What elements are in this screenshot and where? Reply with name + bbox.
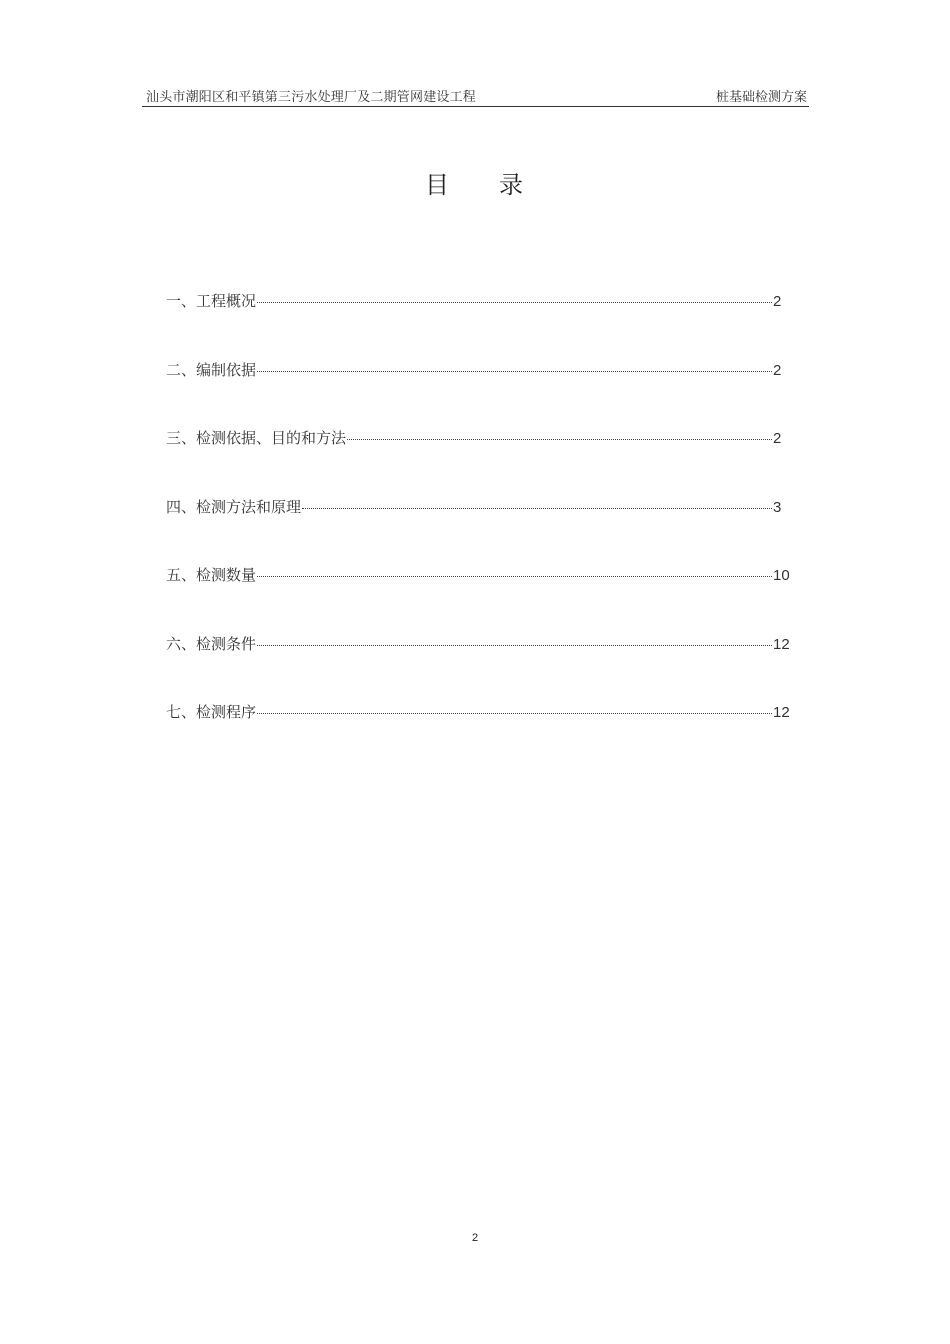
toc-entry-label: 七、检测程序 [166,703,257,721]
toc-entry-label: 四、检测方法和原理 [166,497,302,516]
toc-entry[interactable] [166,701,793,770]
toc-entry[interactable] [166,290,793,359]
toc-entry-page: 10 [773,567,790,584]
toc-dot-leader [257,371,772,372]
toc-entry[interactable] [166,359,793,428]
toc-heading [0,165,950,200]
toc-entry-page: 2 [773,293,782,310]
toc-dot-leader [257,302,772,303]
toc-entry-page: 3 [773,498,782,516]
toc-entry[interactable] [166,496,793,565]
toc-entry-label: 二、编制依据 [166,360,257,379]
toc-dot-leader [257,576,772,577]
header-document-title: 桩基础检测方案 [715,90,807,105]
table-of-contents [166,290,793,770]
toc-dot-leader [347,439,772,440]
toc-dot-leader [257,713,772,714]
page-number: 2 [471,1232,479,1244]
toc-entry-label: 三、检测依据、目的和方法 [166,429,347,447]
toc-entry[interactable] [166,427,793,496]
toc-entry-label: 一、工程概况 [166,292,257,310]
toc-entry-page: 2 [773,361,782,379]
toc-dot-leader [257,645,772,646]
header-project-title: 汕头市潮阳区和平镇第三污水处理厂及二期管网建设工程 [146,90,477,105]
toc-entry-page: 12 [773,704,790,721]
toc-dot-leader [302,508,772,509]
toc-entry-label: 六、检测条件 [166,634,257,653]
toc-entry-label: 五、检测数量 [166,566,257,584]
page-header [142,84,809,107]
toc-entry[interactable] [166,564,793,633]
toc-heading-char-2: 录 [499,171,525,199]
toc-entry-page: 12 [773,635,790,653]
toc-entry[interactable] [166,633,793,702]
toc-entry-page: 2 [773,430,782,447]
toc-heading-char-1: 目 [425,171,451,199]
